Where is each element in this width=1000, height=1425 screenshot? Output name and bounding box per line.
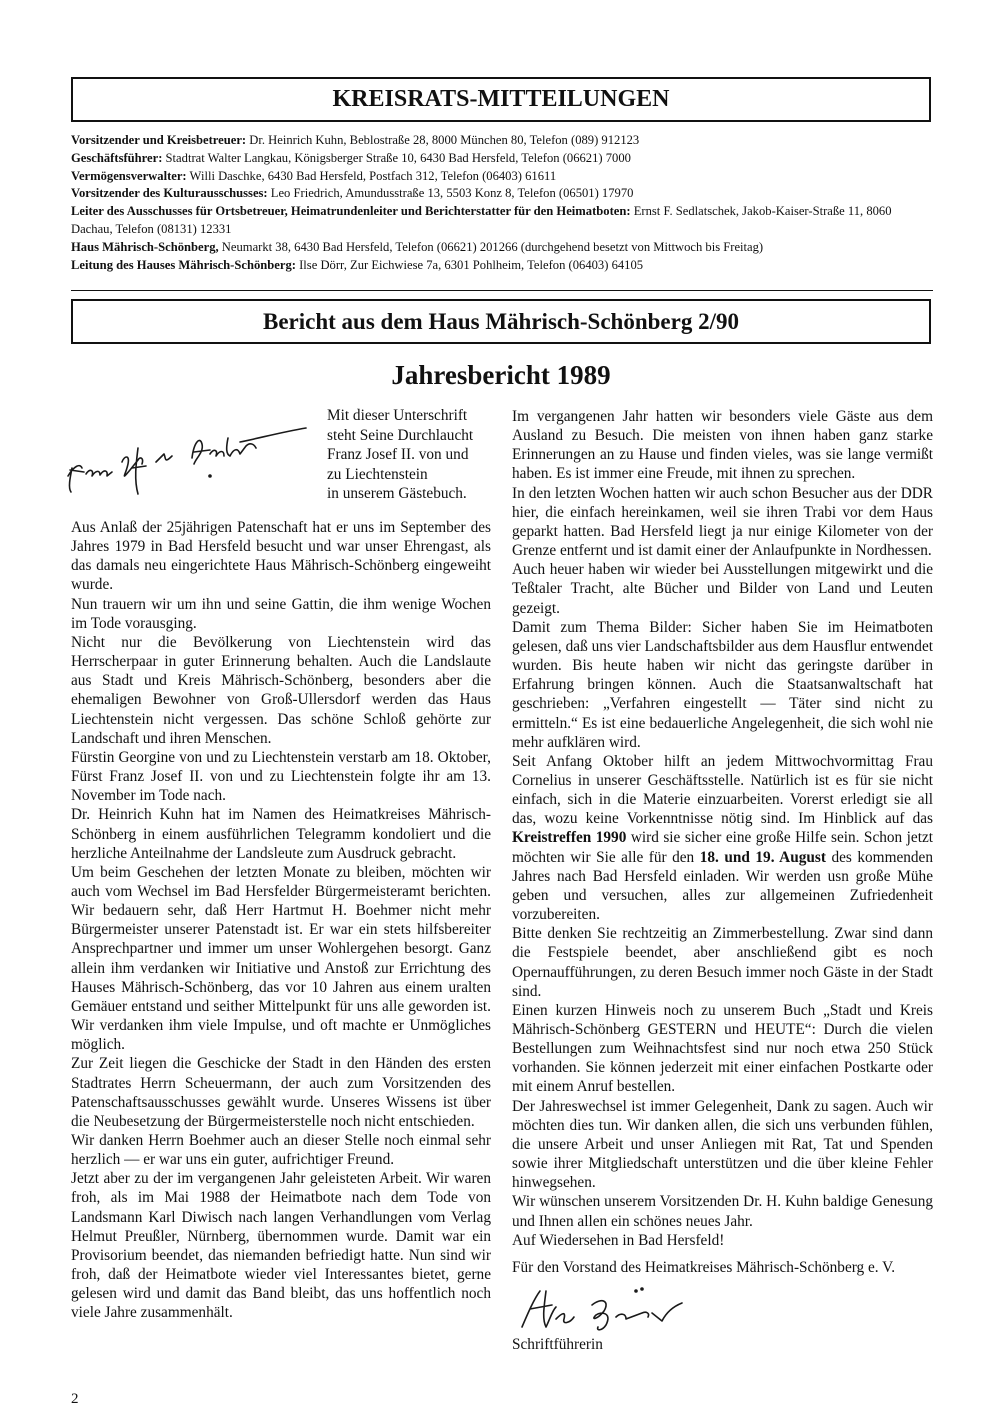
section-title-box xyxy=(71,299,931,344)
contact-label: Vorsitzender des Kulturausschusses: xyxy=(71,186,268,201)
royal-signature-image xyxy=(60,408,310,503)
bold-text: 18. und 19. August xyxy=(699,848,826,866)
paragraph: Im vergangenen Jahr hatten wir besonders viele Gäste aus dem Ausland zu Besuch. Die meisten von ihnen haben ganz starke Erinnerungen an zu Hause und finden vieles, was sie lange vermißt haben. Es ist immer eine Freude, mit ihnen zu sprechen. xyxy=(512,408,933,483)
paragraph: Auch heuer haben wir wieder bei Ausstellungen mitgewirkt und die Teßtaler Tracht, alte Bücher und Bilder von Land und Leuten gezeigt. xyxy=(512,561,933,617)
contact-row xyxy=(71,132,933,150)
contact-row xyxy=(71,185,933,203)
contact-text: Dr. Heinrich Kuhn, Beblostraße 28, 8000 München 80, Telefon (089) 912123 xyxy=(246,133,640,147)
paragraph: Einen kurzen Hinweis noch zu unserem Buch „Stadt und Kreis Mährisch-Schönberg GESTERN und HEUTE“: Durch die vielen Bestellungen zum Weihnachtsfest sind nur noch etwa 250 Stück vorhanden. Sie können jederzeit mit einer einfachen Postkarte oder mit einem Anruf bestellen. xyxy=(512,1001,933,1096)
caption-line: Mit dieser Unterschrift xyxy=(327,407,468,424)
contact-text: Willi Daschke, 6430 Bad Hersfeld, Postfach 312, Telefon (06403) 61611 xyxy=(186,168,557,183)
paragraph: Fürstin Georgine von und zu Liechtenstein verstarb am 18. Oktober, Fürst Franz Josef II. von und zu Liechtenstein folgte ihr am 13. November im Tode nach. xyxy=(71,748,491,805)
contact-row xyxy=(71,239,933,257)
contact-text: Stadtrat Walter Langkau, Königsberger Straße 10, 6430 Bad Hersfeld, Telefon (06621) 7000 xyxy=(162,150,631,165)
contact-label: Leiter des Ausschusses für Ortsbetreuer, Heimatrundenleiter und Berichterstatter für den Heimatboten: xyxy=(71,204,631,219)
article-title: Jahresbericht 1989 xyxy=(391,360,611,390)
contact-list xyxy=(71,132,933,274)
paragraph: Bitte denken Sie rechtzeitig an Zimmerbestellung. Zwar sind dann die Festspiele beendet, aber anschließend gibt es noch Opernaufführungen, zu deren Besuch immer noch Gäste in der Stadt sind. xyxy=(512,925,933,1000)
paragraph: Dr. Heinrich Kuhn hat im Namen des Heimatkreises Mährisch-Schönberg in einem ausführlichen Telegramm kondoliert und die herzliche Anteilnahme der Landsleute zum Ausdruck gebracht. xyxy=(71,806,491,862)
page-number: 2 xyxy=(71,1391,79,1407)
paragraph: Damit zum Thema Bilder: Sicher haben Sie im Heimatboten gelesen, daß uns vier Landschaftsbilder aus dem Hausflur entwendet wurden. Bis heute haben wir nicht das geringste darüber in Erfahrung bringen können. Auch die Staatsanwaltschaft hat geschrieben: „Verfahren eingestellt — Täter sind nicht zu ermitteln.“ Es ist eine bedauerliche Angelegenheit, die sich wohl nie mehr aufklären wird. xyxy=(512,618,933,751)
paragraph: Um beim Geschehen der letzten Monate zu bleiben, möchten wir auch vom Wechsel im Bad Hersfelder Bürgermeisteramt berichten. Wir bedauern sehr, daß Herr Hartmut H. Boehmer nicht mehr Bürgermeister unserer Patenstadt ist. Er war ein stets hilfsbereiter Ansprechpartner und immer um unser Wohlergehen besorgt. Ganz allein ihm verdanken wir Initiative und Anstoß zur Errichtung des Hauses Mährisch-Schönberg, das vor 10 Jahren aus einem uralten Gemäuer entstand und seither Mittelpunkt für uns alle geworden ist. Wir verdanken ihm viele Impulse, und oft machte er Unmögliches möglich. xyxy=(71,863,491,1054)
text-run: Seit Anfang Oktober hilft an jedem Mittwochvormittag Frau Cornelius in unserer Geschäftsstelle. Natürlich ist es für sie nicht einfach, sich in die Materie einzuarbeiten. Vorerst erledigt sie all das, wozu keine Vorkenntnisse nötig sind. Im Hinblick auf das xyxy=(512,752,933,828)
paragraph: Jetzt aber zu der im vergangenen Jahr geleisteten Arbeit. Wir waren froh, als im Mai 1988 der Heimatbote nach dem Tode von Landsmann Karl Diwisch nach langen Verhandlungen vom Verlag Helmut Preußler, Nürnberg, übernommen wurde. Damit war ein Provisorium beendet, das niemanden befriedigt hatte. Nun sind wir froh, daß der Heimatbote wieder viel Interessantes bietet, gerne gelesen wird und damit das Band bleibt, das uns hoffentlich noch viele Jahre zusammenhält. xyxy=(71,1170,491,1322)
caption-line: in unserem Gästebuch. xyxy=(327,485,467,503)
paragraph: Nun trauern wir um ihn und seine Gattin, die ihm wenige Wochen im Tode vorausging. xyxy=(71,595,491,632)
contact-row xyxy=(71,203,933,239)
paragraph: Der Jahreswechsel ist immer Gelegenheit, Dank zu sagen. Auch wir möchten dies tun. Wir danken allen, die sich uns verbunden fühlen, die unsere Arbeit und unser Anliegen mit Rat, Tat und Spenden sowie ihrer Mitgliedschaft unterstützen und die über kleine Fehler hinwegsehen. xyxy=(512,1097,933,1192)
text-run: wird sie sicher eine große Hilfe sein. Schon jetzt möchten wir Sie alle für den xyxy=(512,829,933,866)
contact-text: Leo Friedrich, Amundusstraße 13, 5503 Konz 8, Telefon (06501) 17970 xyxy=(267,186,634,201)
divider xyxy=(71,290,933,291)
paragraph: Wir wünschen unserem Vorsitzenden Dr. H. Kuhn baldige Genesung und Ihnen allen ein schönes neues Jahr. xyxy=(512,1193,933,1230)
paragraph: Auf Wiedersehen in Bad Hersfeld! xyxy=(512,1231,725,1249)
contact-row xyxy=(71,168,933,186)
contact-label: Vorsitzender und Kreisbetreuer: xyxy=(71,133,247,147)
contact-text: Ernst F. Sedlatschek, Jakob-Kaiser-Straße 11, 8060 Dachau, Telefon (08131) 12331 xyxy=(71,204,892,236)
contact-label: Haus Mährisch-Schönberg, xyxy=(71,239,219,254)
paragraph: Aus Anlaß der 25jährigen Patenschaft hat er uns im September des Jahres 1979 in Bad Hersfeld besucht und war unser Ehrengast, als das damals neu eingerichtete Haus Mährisch-Schönberg eingeweiht wurde. xyxy=(71,519,491,594)
contact-row xyxy=(71,257,933,275)
signatory-role: Schriftführerin xyxy=(512,1336,603,1354)
header-title-box xyxy=(71,77,931,122)
contact-text: Ilse Dörr, Zur Eichwiese 7a, 6301 Pohlheim, Telefon (06403) 64105 xyxy=(295,257,644,272)
bold-text: Kreistreffen 1990 xyxy=(512,829,627,847)
paragraph xyxy=(512,752,933,924)
paragraph: Wir danken Herrn Boehmer auch an dieser Stelle noch einmal sehr herzlich — er war uns ein guter, aufrichtiger Freund. xyxy=(71,1132,491,1169)
section-title: Bericht aus dem Haus Mährisch-Schönberg 2/90 xyxy=(263,309,739,334)
contact-row xyxy=(71,150,933,168)
paragraph: In den letzten Wochen hatten wir auch schon Besucher aus der DDR hier, die einfach hereinkamen, weil sie ihren Trabi vor dem Haus geparkt hatten. Bad Hersfeld liegt ja nur einige Kilometer von der Grenze entfernt und ist damit einer der Anlaufpunkte in Nordhessen. xyxy=(512,484,933,560)
right-column xyxy=(512,407,933,1354)
contact-text: Neumarkt 38, 6430 Bad Hersfeld, Telefon (06621) 201266 (durchgehend besetzt von Mittwoch bis Freitag) xyxy=(218,239,764,254)
left-column xyxy=(71,518,491,1323)
caption-line: zu Liechtenstein xyxy=(327,465,428,483)
secretary-signature-image xyxy=(516,1283,696,1335)
text-run: des kommenden Jahres nach Bad Hersfeld einladen. Wir werden usn große Mühe geben und versuchen, alles zur allgemeinen Zufriedenheit vorzubereiten. xyxy=(512,848,933,924)
caption-line: Franz Josef II. von und xyxy=(327,446,469,464)
contact-label: Geschäftsführer: xyxy=(71,150,163,165)
contact-label: Vermögensverwalter: xyxy=(71,168,187,183)
closing-line: Für den Vorstand des Heimatkreises Mährisch-Schönberg e. V. xyxy=(512,1258,896,1276)
header-title: KREISRATS-MITTEILUNGEN xyxy=(332,86,670,112)
caption-line: steht Seine Durchlaucht xyxy=(327,426,474,444)
contact-label: Leitung des Hauses Mährisch-Schönberg: xyxy=(71,257,296,272)
signature-caption xyxy=(327,406,507,504)
paragraph: Zur Zeit liegen die Geschicke der Stadt in den Händen des ersten Stadtrates Herrn Scheuermann, der auch zum Vorsitzenden des Patenschaftsausschusses gewählt wurde. Unseres Wissens ist über die Neubesetzung der Bürgermeisterstelle noch nicht entschieden. xyxy=(71,1055,491,1130)
paragraph: Nicht nur die Bevölkerung von Liechtenstein wird das Herrscherpaar in guter Erinnerung behalten. Auch die Landslaute aus Stadt und Kreis Mährisch-Schönberg, besonders aber die ehemaligen Bewohner von Groß-Ullersdorf werden das Haus Liechtenstein nicht vergessen. Das schöne Schloß gehörte zur Landschaft und ihren Menschen. xyxy=(71,633,491,747)
